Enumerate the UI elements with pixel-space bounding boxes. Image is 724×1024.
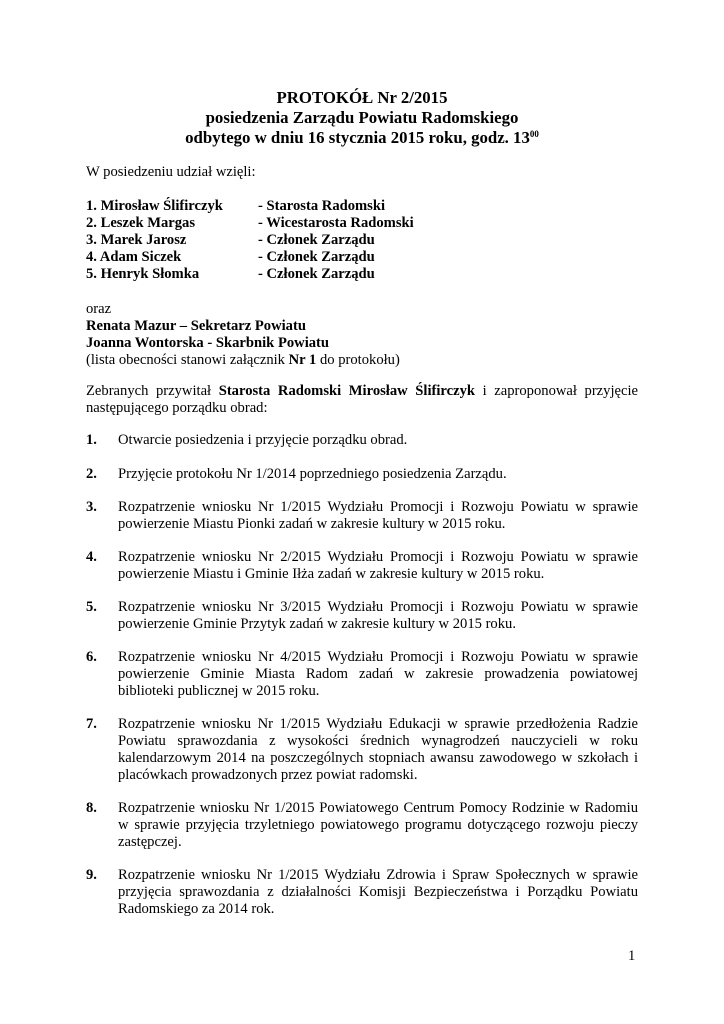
agenda-item <box>86 549 638 583</box>
page-number: 1 <box>628 948 636 964</box>
agenda-item-text: Otwarcie posiedzenia i przyjęcie porządku obrad. <box>118 432 408 448</box>
member-name: 5. Henryk Słomka <box>86 266 200 282</box>
agenda-item-text: Rozpatrzenie wniosku Nr 3/2015 Wydziału Promocji i Rozwoju Powiatu w sprawie powierzenie Gminie Przytyk zadań w zakresie kultury w 2015 roku. <box>118 599 638 632</box>
attendance-intro: W posiedzeniu udział wzięli: <box>86 164 256 180</box>
agenda-item-text: Rozpatrzenie wniosku Nr 4/2015 Wydziału Promocji i Rozwoju Powiatu w sprawie powierzenie Gminie Miasta Radom zadań w zakresie prowadzenia powiatowej biblioteki publicznej w 2015 roku. <box>118 649 638 699</box>
member-name: 1. Mirosław Ślifirczyk <box>86 198 223 214</box>
attendance-note-post: do protokołu) <box>316 352 400 368</box>
agenda-item-text: Przyjęcie protokołu Nr 1/2014 poprzedniego posiedzenia Zarządu. <box>118 466 507 482</box>
agenda-item <box>86 867 638 918</box>
member-role: - Wicestarosta Radomski <box>258 215 414 231</box>
agenda-list <box>86 432 638 918</box>
attachment-number: Nr 1 <box>288 352 317 368</box>
member-name: 2. Leszek Margas <box>86 215 196 231</box>
agenda-item-number: 2. <box>86 466 97 482</box>
title-line-2: posiedzenia Zarządu Powiatu Radomskiego <box>205 108 519 127</box>
title-line-3-text: odbytego w dniu 16 stycznia 2015 roku, godz. 13 <box>185 128 530 147</box>
member-role: - Członek Zarządu <box>258 266 375 282</box>
agenda-item-number: 7. <box>86 716 97 732</box>
agenda-item <box>86 499 638 533</box>
agenda-item-number: 3. <box>86 499 97 515</box>
member-name: 3. Marek Jarosz <box>86 232 187 248</box>
secretary-line: Renata Mazur – Sekretarz Powiatu <box>86 318 306 334</box>
member-role: - Członek Zarządu <box>258 232 375 248</box>
opening-bold: Starosta Radomski Mirosław Ślifirczyk <box>218 383 476 399</box>
agenda-item <box>86 466 638 483</box>
member-role: - Starosta Radomski <box>258 198 386 214</box>
title-time-superscript: 00 <box>529 129 539 139</box>
agenda-item-number: 6. <box>86 649 97 665</box>
agenda-item-number: 8. <box>86 800 97 816</box>
agenda-item-text: Rozpatrzenie wniosku Nr 1/2015 Wydziału Edukacji w sprawie przedłożenia Radzie Powiatu sprawozdania z wysokości średnich wynagrodzeń nauczycieli w roku kalendarzowym 2014 na poszczególnych stopniach awansu zawodowego w szkołach i placówkach prowadzonych przez powiat radomski. <box>118 716 638 783</box>
agenda-item-text: Rozpatrzenie wniosku Nr 1/2015 Wydziału Promocji i Rozwoju Powiatu w sprawie powierzenie Miastu Pionki zadań w zakresie kultury w 2015 roku. <box>118 499 638 532</box>
attendance-note-pre: (lista obecności stanowi załącznik <box>86 352 289 368</box>
additional-attendees <box>86 301 646 369</box>
treasurer-line: Joanna Wontorska - Skarbnik Powiatu <box>86 335 330 351</box>
attendance-note <box>86 352 646 369</box>
agenda-item-number: 4. <box>86 549 97 565</box>
agenda-item-number: 9. <box>86 867 97 883</box>
opening-paragraph <box>86 383 638 417</box>
title-line-3 <box>0 128 724 148</box>
agenda-item <box>86 599 638 633</box>
title-line-1: PROTOKÓŁ Nr 2/2015 <box>276 88 448 107</box>
agenda-item-text: Rozpatrzenie wniosku Nr 1/2015 Wydziału Zdrowia i Spraw Społecznych w sprawie przyjęcia sprawozdania z działalności Komisji Bezpieczeństwa i Porządku Powiatu Radomskiego za 2014 rok. <box>118 867 638 917</box>
oraz-word: oraz <box>86 301 112 317</box>
opening-post: i zaproponował przyjęcie następującego porządku obrad: <box>86 383 639 416</box>
agenda-item <box>86 800 638 851</box>
opening-pre: Zebranych przywitał <box>86 383 219 399</box>
document-title <box>0 88 724 148</box>
agenda-item-text: Rozpatrzenie wniosku Nr 2/2015 Wydziału Promocji i Rozwoju Powiatu w sprawie powierzenie Miastu i Gminie Iłża zadań w zakresie kultury w 2015 roku. <box>118 549 638 582</box>
agenda-item-number: 1. <box>86 432 97 448</box>
member-role: - Członek Zarządu <box>258 249 375 265</box>
agenda-item <box>86 649 638 700</box>
agenda-item-text: Rozpatrzenie wniosku Nr 1/2015 Powiatowego Centrum Pomocy Rodzinie w Radomiu w sprawie przyjęcia trzyletniego powiatowego programu dotyczącego rozwoju pieczy zastępczej. <box>118 800 638 850</box>
agenda-item <box>86 716 638 784</box>
agenda-item <box>86 432 638 449</box>
agenda-item-number: 5. <box>86 599 97 615</box>
member-name: 4. Adam Siczek <box>86 249 182 265</box>
